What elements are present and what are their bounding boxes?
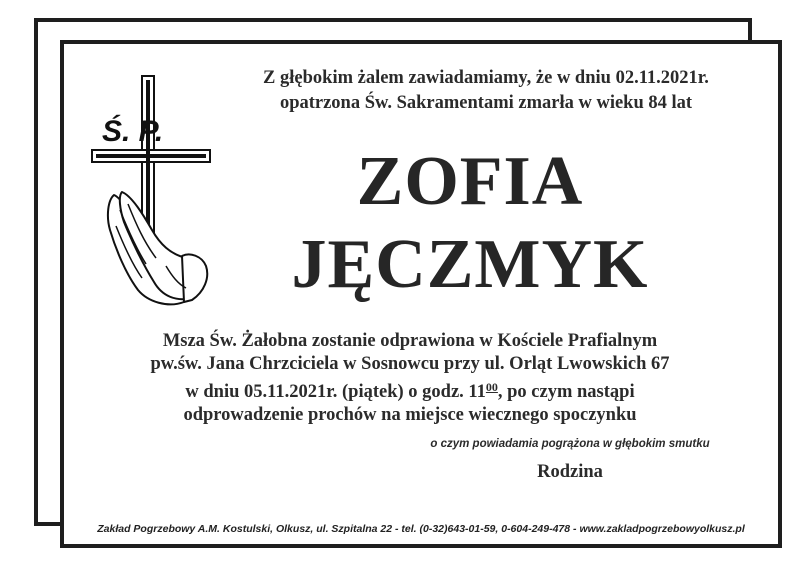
mass-line-1: Msza Św. Żałobna zostanie odprawiona w Kościele Prafialnym: [162, 331, 658, 351]
mass-line-2: pw.św. Jana Chrzciciela w Sosnowcu przy ul. Orląt Lwowskich 67: [150, 354, 670, 374]
announcement-line-1: Z głębokim żalem zawiadamiamy, że w dniu 02.11.2021r.: [263, 68, 709, 88]
mass-date-time: w dniu 05.11.2021r. (piątek) o godz. 11: [185, 382, 486, 402]
sp-label: Ś. P.: [102, 115, 164, 148]
deceased-first-name: ZOFIA: [356, 143, 584, 220]
mass-line-3: [100, 376, 720, 404]
announcement-line-2: opatrzona Św. Sakramentami zmarła w wieku 84 lat: [279, 93, 693, 113]
mass-line-3-rest: , po czym nastąpi: [497, 382, 635, 402]
announcement: [226, 66, 746, 116]
mass-time-minutes: 00: [485, 380, 498, 394]
signature: Rodzina: [537, 462, 603, 482]
mass-line-4: odprowadzenie prochów na miejsce wiecznego spoczynku: [183, 405, 637, 425]
deceased-last-name: JĘCZMYK: [291, 226, 649, 303]
funeral-home-footer: Zakład Pogrzebowy A.M. Kostulski, Olkusz, ul. Szpitalna 22 - tel. (0-32)643-01-59, 0-604-249-478 - www.zakladpogrzebowyolkusz.pl: [97, 523, 745, 535]
cross-with-praying-hands-icon: [86, 70, 216, 320]
funeral-mass-info: [100, 330, 720, 427]
closing-note: o czym powiadamia pogrążona w głębokim smutku: [430, 438, 710, 450]
